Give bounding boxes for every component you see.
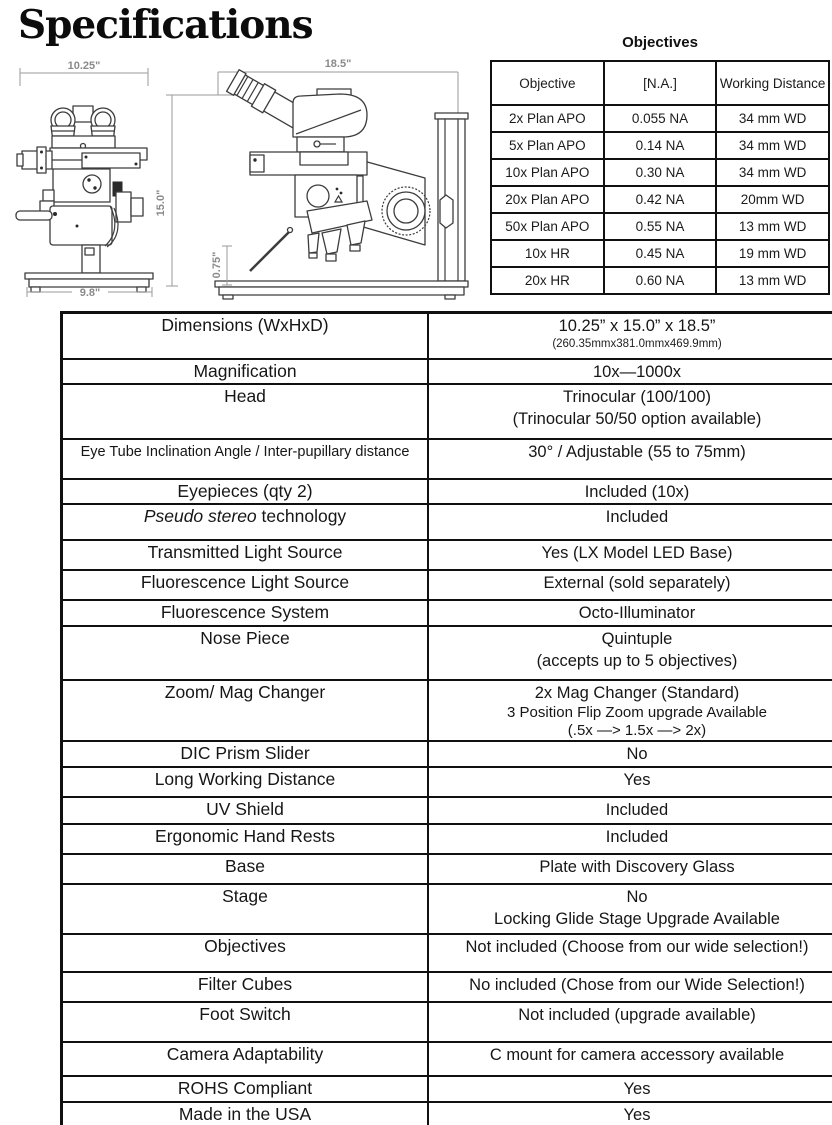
table-row <box>491 213 829 240</box>
spec-value <box>428 384 832 439</box>
objectives-column-header: Objective <box>491 61 604 105</box>
spec-value <box>428 570 832 600</box>
spec-value-line: (.5x —> 1.5x —> 2x) <box>567 721 707 739</box>
spec-label: ROHS Compliant <box>62 1076 429 1102</box>
objectives-table-wrap <box>490 60 830 295</box>
spec-row <box>62 504 832 540</box>
spec-row <box>62 359 832 384</box>
objectives-cell: 13 mm WD <box>716 213 829 240</box>
spec-label: UV Shield <box>62 797 429 824</box>
spec-value <box>428 600 832 626</box>
objectives-table <box>490 60 830 295</box>
objectives-cell: 0.055 NA <box>604 105 717 132</box>
spec-value-line: (260.35mmx381.0mmx469.9mm) <box>552 338 722 351</box>
objectives-cell: 0.30 NA <box>604 159 717 186</box>
spec-value-line: No included (Chose from our Wide Selection!) <box>469 976 805 995</box>
spec-value-line: 10x—1000x <box>592 362 682 381</box>
spec-value-line: Yes <box>623 1106 651 1125</box>
spec-row <box>62 934 832 972</box>
spec-label: Foot Switch <box>62 1002 429 1042</box>
spec-value-line: Plate with Discovery Glass <box>539 858 735 877</box>
spec-row <box>62 313 832 359</box>
spec-value <box>428 767 832 797</box>
objectives-cell: 0.42 NA <box>604 186 717 213</box>
objectives-column-header: [N.A.] <box>604 61 717 105</box>
objectives-table-title: Objectives <box>622 34 698 51</box>
front-width-dimension <box>20 60 148 86</box>
spec-label: Magnification <box>62 359 429 384</box>
objectives-cell: 5x Plan APO <box>491 132 604 159</box>
spec-value-line: No <box>626 888 648 907</box>
side-base-height-dimension-label: 0.75" <box>211 251 223 279</box>
objectives-column-header: Working Distance <box>716 61 829 105</box>
spec-row <box>62 797 832 824</box>
spec-row <box>62 570 832 600</box>
spec-row <box>62 384 832 439</box>
spec-label: Objectives <box>62 934 429 972</box>
spec-value-line: Yes <box>623 771 651 790</box>
spec-row <box>62 1002 832 1042</box>
spec-value-line: No <box>626 745 648 764</box>
spec-row <box>62 540 832 570</box>
objectives-cell: 0.55 NA <box>604 213 717 240</box>
objectives-cell: 19 mm WD <box>716 240 829 267</box>
spec-value <box>428 934 832 972</box>
microscope-front-view-drawing <box>10 56 195 301</box>
front-base-dimension <box>27 287 152 299</box>
spec-value <box>428 359 832 384</box>
table-row <box>491 132 829 159</box>
spec-row <box>62 972 832 1002</box>
spec-value <box>428 797 832 824</box>
objectives-cell: 10x HR <box>491 240 604 267</box>
spec-value <box>428 680 832 741</box>
microscope-side-art <box>215 69 468 299</box>
spec-value-line: Not included (Choose from our wide selection!) <box>465 938 809 957</box>
spec-row <box>62 479 832 504</box>
table-row <box>491 159 829 186</box>
spec-row <box>62 1102 832 1125</box>
spec-row <box>62 1076 832 1102</box>
spec-value <box>428 626 832 680</box>
table-row <box>491 267 829 294</box>
spec-row <box>62 854 832 884</box>
spec-value <box>428 439 832 479</box>
table-row <box>491 240 829 267</box>
spec-label: Made in the USA <box>62 1102 429 1125</box>
objectives-cell: 34 mm WD <box>716 132 829 159</box>
spec-row <box>62 1042 832 1076</box>
side-depth-dimension-label: 18.5" <box>324 58 352 70</box>
spec-row <box>62 439 832 479</box>
spec-value <box>428 540 832 570</box>
spec-value <box>428 884 832 934</box>
spec-value-line: Trinocular (100/100) <box>563 387 711 406</box>
spec-value <box>428 479 832 504</box>
spec-label-italic: Pseudo stereo <box>143 506 257 527</box>
spec-value-line: C mount for camera accessory available <box>489 1046 785 1065</box>
spec-label: DIC Prism Slider <box>62 741 429 767</box>
spec-label: Ergonomic Hand Rests <box>62 824 429 854</box>
spec-label: Transmitted Light Source <box>62 540 429 570</box>
table-row <box>491 186 829 213</box>
spec-value-line: Octo-Illuminator <box>578 604 696 623</box>
microscope-side-view-drawing <box>195 53 485 301</box>
spec-value-line: Included <box>605 508 669 527</box>
spec-value <box>428 824 832 854</box>
microscope-front-art <box>16 106 153 292</box>
spec-value-line: Yes (LX Model LED Base) <box>541 544 733 563</box>
spec-row <box>62 767 832 797</box>
objectives-cell: 20x Plan APO <box>491 186 604 213</box>
spec-label: Dimensions (WxHxD) <box>62 313 429 359</box>
spec-row <box>62 741 832 767</box>
spec-value-line: (accepts up to 5 objectives) <box>536 652 738 671</box>
objectives-cell: 50x Plan APO <box>491 213 604 240</box>
objectives-cell: 34 mm WD <box>716 105 829 132</box>
spec-label: Stage <box>62 884 429 934</box>
side-base-height-dimension <box>211 246 232 285</box>
objectives-table-header <box>491 61 829 105</box>
spec-value-line: Included (10x) <box>584 482 690 501</box>
spec-value-line: 3 Position Flip Zoom upgrade Available <box>507 704 767 722</box>
objectives-cell: 13 mm WD <box>716 267 829 294</box>
spec-table <box>60 311 832 1125</box>
spec-label: Eye Tube Inclination Angle / Inter-pupillary distance <box>62 439 429 479</box>
spec-value-line: 10.25” x 15.0” x 18.5” <box>558 317 716 335</box>
spec-value <box>428 1002 832 1042</box>
spec-value-line: 2x Mag Changer (Standard) <box>534 684 740 703</box>
spec-value-line: External (sold separately) <box>543 574 731 593</box>
spec-value <box>428 972 832 1002</box>
spec-value-line: Yes <box>623 1080 651 1099</box>
spec-value <box>428 854 832 884</box>
spec-label: Pseudo stereo technology <box>62 504 429 540</box>
spec-value-line: Quintuple <box>601 630 673 649</box>
objectives-cell: 20x HR <box>491 267 604 294</box>
spec-value-line: Locking Glide Stage Upgrade Available <box>494 910 780 929</box>
spec-value <box>428 504 832 540</box>
spec-label: Fluorescence System <box>62 600 429 626</box>
spec-value <box>428 1042 832 1076</box>
objectives-cell: 0.45 NA <box>604 240 717 267</box>
spec-row <box>62 824 832 854</box>
front-width-dimension-label: 10.25" <box>67 60 101 72</box>
objectives-cell: 10x Plan APO <box>491 159 604 186</box>
spec-label: Base <box>62 854 429 884</box>
spec-value-line: (Trinocular 50/50 option available) <box>512 410 762 429</box>
spec-row <box>62 600 832 626</box>
spec-value-line: Not included (upgrade available) <box>518 1006 756 1025</box>
objectives-cell: 2x Plan APO <box>491 105 604 132</box>
spec-label: Fluorescence Light Source <box>62 570 429 600</box>
spec-value <box>428 1102 832 1125</box>
objectives-cell: 20mm WD <box>716 186 829 213</box>
spec-label: Head <box>62 384 429 439</box>
front-height-dimension <box>155 95 195 286</box>
spec-row <box>62 884 832 934</box>
spec-row <box>62 626 832 680</box>
spec-table-wrap <box>60 311 832 1125</box>
spec-value <box>428 1076 832 1102</box>
spec-value <box>428 741 832 767</box>
spec-value <box>428 313 832 359</box>
objectives-cell: 34 mm WD <box>716 159 829 186</box>
spec-label: Camera Adaptability <box>62 1042 429 1076</box>
page-title: Specifications <box>18 2 313 48</box>
spec-row <box>62 680 832 741</box>
spec-label: Long Working Distance <box>62 767 429 797</box>
table-row <box>491 105 829 132</box>
front-base-dimension-label: 9.8" <box>79 287 101 299</box>
objectives-cell: 0.60 NA <box>604 267 717 294</box>
spec-value-line: Included <box>605 828 669 847</box>
objectives-cell: 0.14 NA <box>604 132 717 159</box>
spec-label: Nose Piece <box>62 626 429 680</box>
front-height-dimension-label: 15.0" <box>155 189 167 217</box>
objectives-header-row <box>491 61 829 105</box>
spec-label: Zoom/ Mag Changer <box>62 680 429 741</box>
spec-value-line: Included <box>605 801 669 820</box>
spec-value-line: 30° / Adjustable (55 to 75mm) <box>528 442 746 461</box>
spec-label: Eyepieces (qty 2) <box>62 479 429 504</box>
spec-label: Filter Cubes <box>62 972 429 1002</box>
